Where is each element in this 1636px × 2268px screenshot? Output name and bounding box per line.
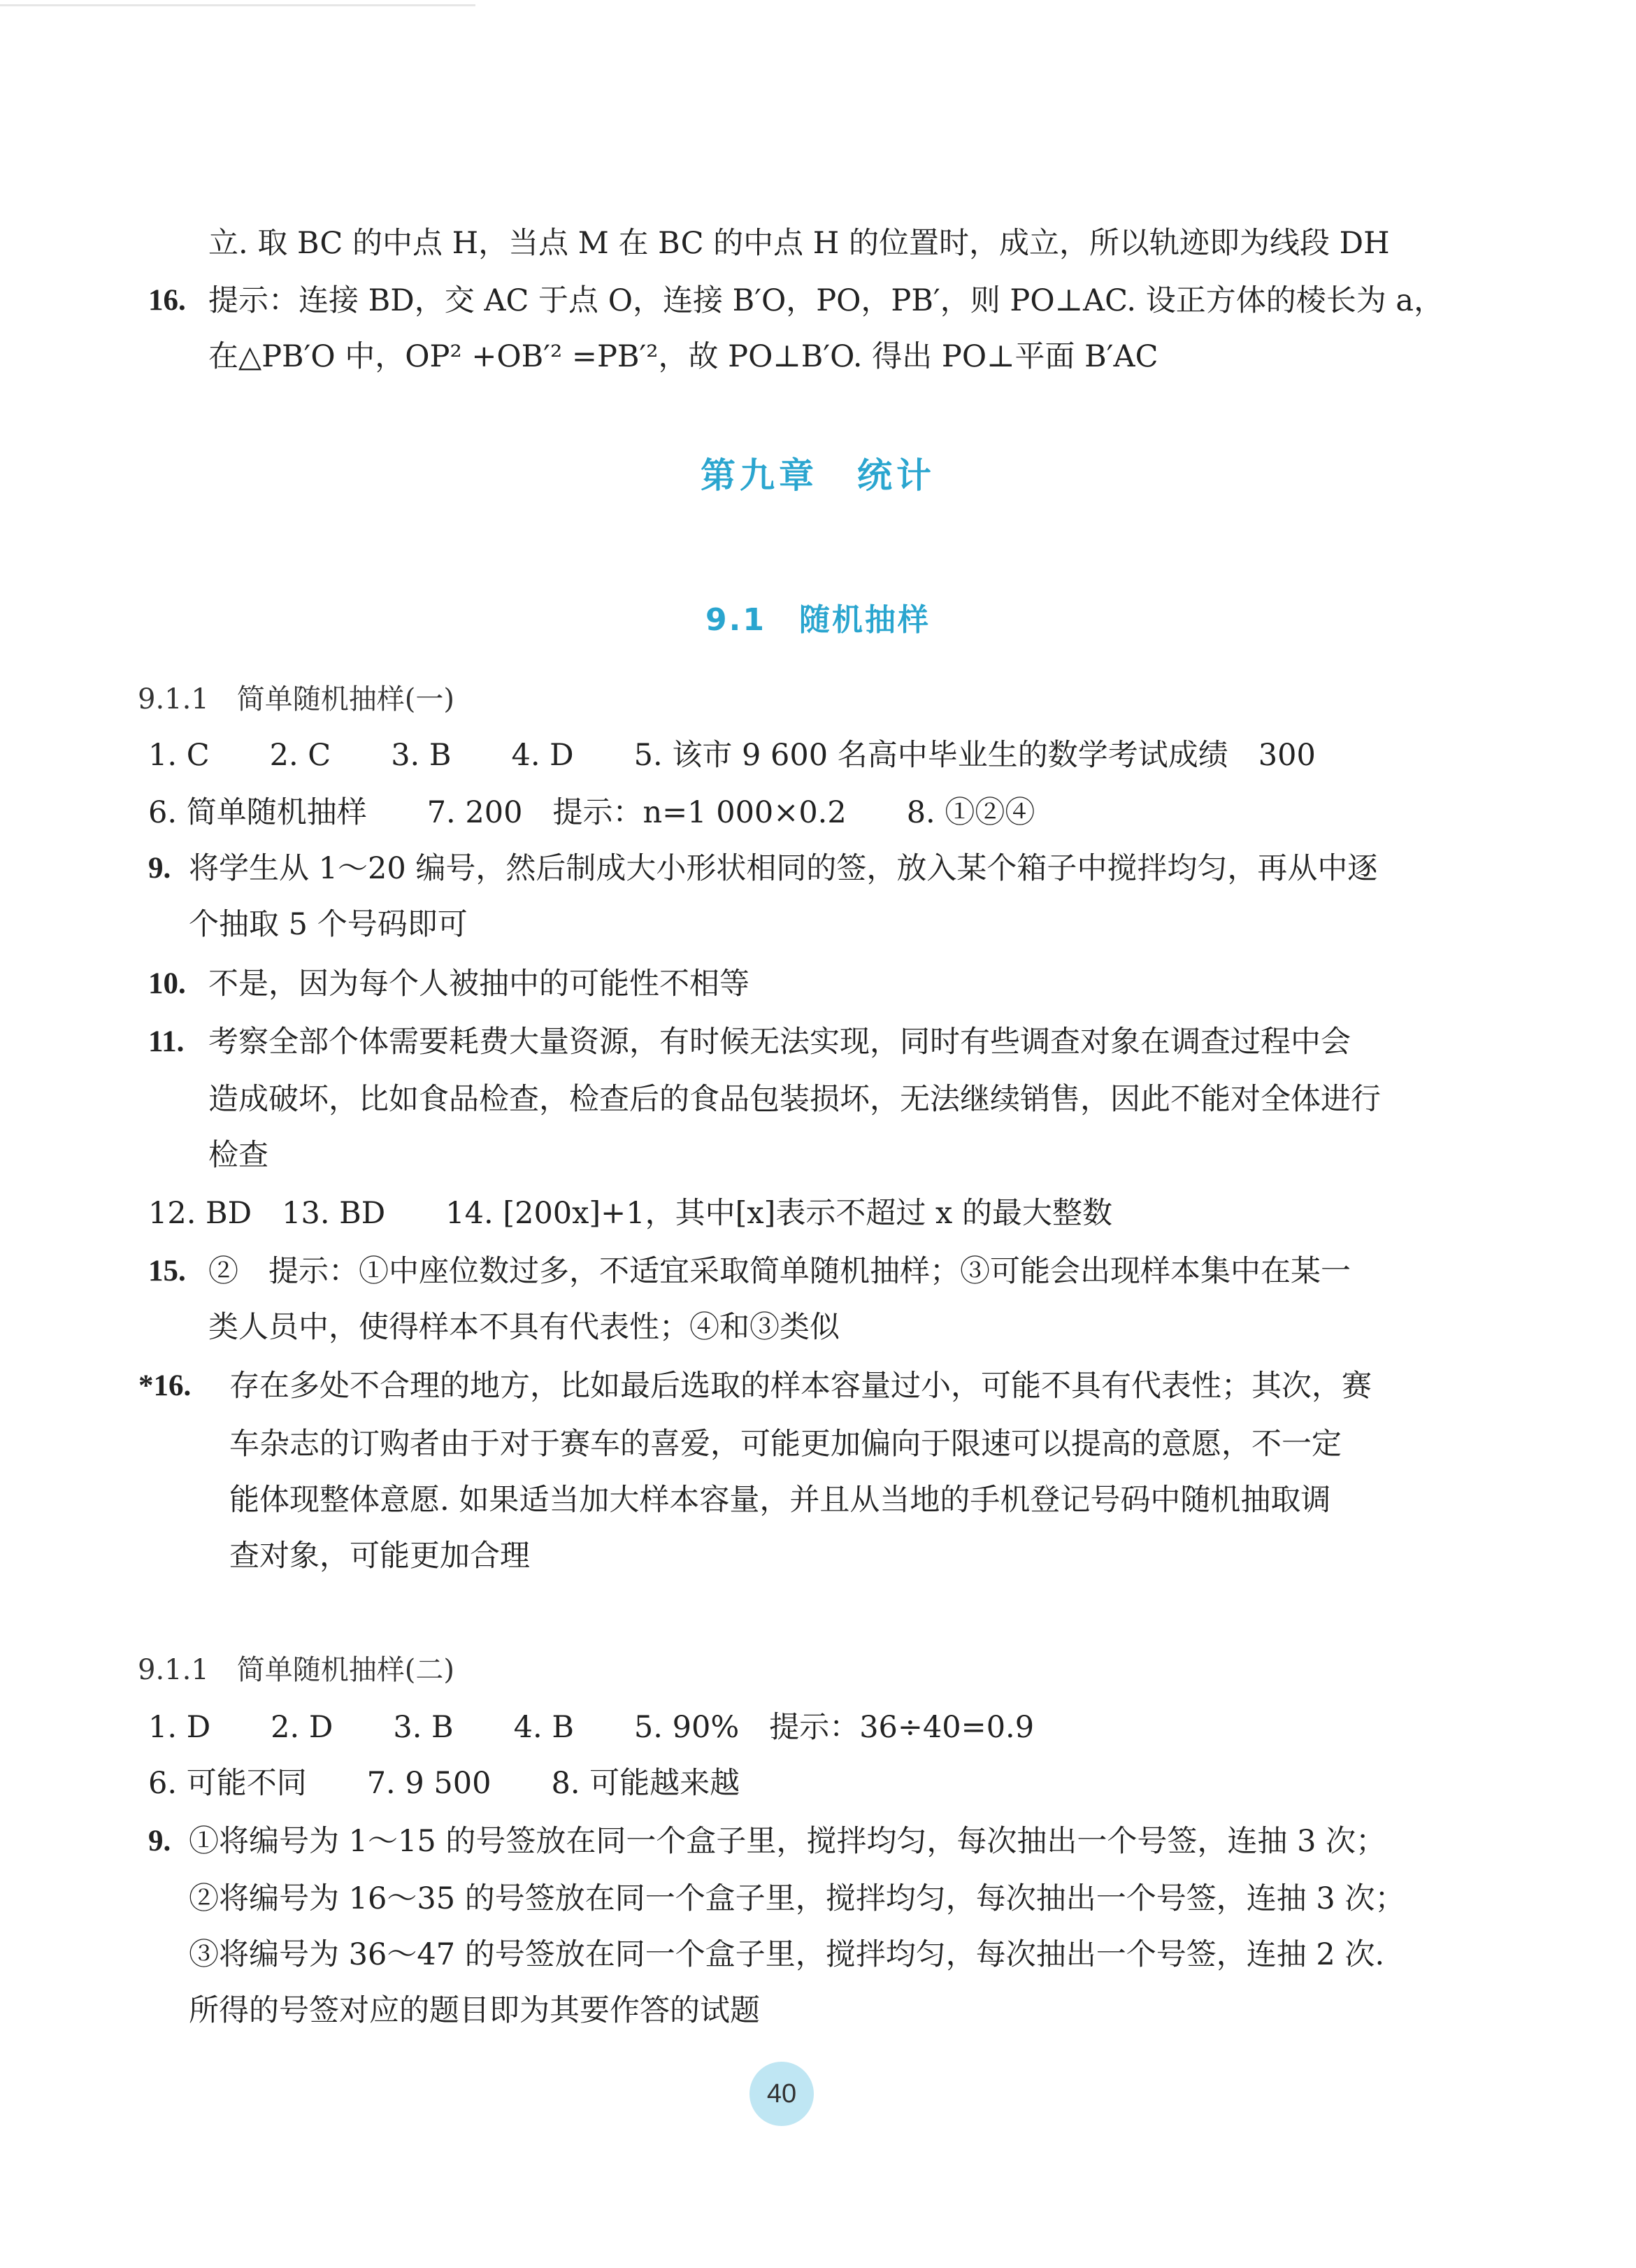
- section-title: 9.1 随机抽样: [705, 602, 931, 638]
- page-number-badge: 40: [749, 2062, 814, 2126]
- answer-page: 立. 取 BC 的中点 H，当点 M 在 BC 的中点 H 的位置时，成立，所以轨迹即为线段 DH 16. 提示：连接 BD，交 AC 于点 O，连接 B′O，PO，PB′，则 PO⊥AC. 设正方体的棱长为 a， 在△PB′O 中，OP² +OB′² =PB′²，故 PO⊥B′O. 得出 PO⊥平面 B′AC 第九章 统计 9.1 随机抽样 9.1.1 简单随机抽样(一) 1. C 2. C 3. B 4. D 5. 该市 9 600 名高中毕业生的数学考试成绩 300 6. 简单随机抽样 7. 200 提示：n=1 000×0.2 8. ①②④ 9. 将学生从 1～20 编号，然后制成大小形状相同的签，放入某个箱子中搅拌均匀，再从中逐 个抽取 5 个号码即可 10. 不是，因为每个人被抽中的可能性不相等 11. 考察全部个体需要耗费大量资源，有时候无法实现，同时有些调查对象在调查过程中会 造成破坏，比如食品检查，检查后的食品包装损坏，无法继续销售，因此不能对全体进行 检查 12. BD 13. BD 14. [200x]+1，其中[x]表示不超过 x 的最大整数 15. ② 提示：①中座位数过多，不适宜采取简单随机抽样；③可能会出现样本集中在某一 类人员中，使得样本不具有代表性；④和③类似 *16. 存在多处不合理的地方，比如最后选取的样本容量过小，可能不具有代表性；其次，赛 车杂志的订购者由于对于赛车的喜爱，可能更加偏向于限速可以提高的意愿，不一定 能体现整体意愿. 如果适当加大样本容量，并且从当地的手机登记号码中随机抽取调 查对象，可能更加合理 9.1.1 简单随机抽样(二) 1. D 2. D 3. B 4. B 5. 90% 提示：36÷40=0.9 6. 可能不同 7. 9 500 8. 可能越来越 9. ①将编号为 1～15 的号签放在同一个盒子里，搅拌均匀，每次抽出一个号签，连抽 3 次； ②将编号为 16～35 的号签放在同一个盒子里，搅拌均匀，每次抽出一个号签，连抽 3 次； ③将编号为 36～47 的号签放在同一个盒子里，搅拌均匀，每次抽出一个号签，连抽 2 次. 所得的号签对应的题目即为其要作答的试题 40: [0, 0, 1636, 2268]
- top-rule: [0, 4, 475, 6]
- subsection-heading-1: 9.1.1 简单随机抽样(一): [138, 683, 454, 715]
- chapter-title: 第九章 统计: [701, 455, 935, 496]
- subsection-heading-2: 9.1.1 简单随机抽样(二): [138, 1654, 454, 1686]
